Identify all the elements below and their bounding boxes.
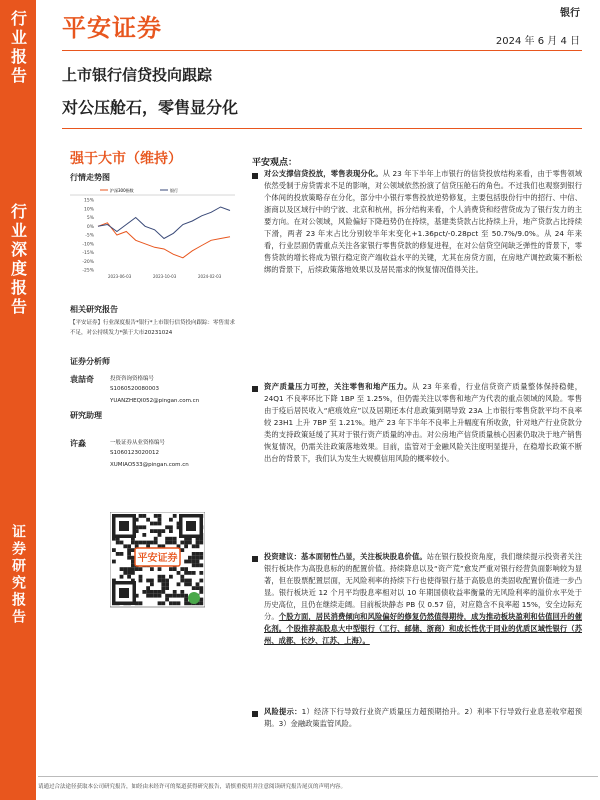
qr-module	[184, 601, 188, 605]
qr-module	[131, 548, 135, 552]
qr-module	[188, 582, 192, 586]
qr-finder	[186, 521, 196, 531]
qr-module	[180, 575, 184, 579]
qr-module	[188, 560, 192, 564]
qr-module	[199, 571, 203, 575]
qr-module	[146, 594, 150, 598]
y-tick-label: -25%	[82, 268, 94, 274]
qr-module	[142, 514, 146, 518]
paragraph-2	[264, 381, 582, 465]
sidebar-industry-report: 行业报告	[8, 10, 28, 86]
p1-body: 从 23 年下半年上市银行的信贷投放结构来看，由于零售领域依然受制于房贷需求不足的影响，对公领域依然扮演了信贷压舱石的角色。不过我们也观察到银行个体间的投放策略存在分化，部分中小银行零售投放逆势修复，主要包括股份行中的招行、中信、浙商以及区域行中的宁波、北京和杭州，拆分结构来看，个人消费贷和经营贷成为了银行发力的主要方向。在对公领域，风险偏好下降趋势仍在持续，基建类贷款占比持续上升，地产贷款占比持续下滑，两者 23 年末占比分别较半年末变化+1.36pct/-0.28pct 至 50.7%/9.0%。从 24 年来看，行业层面仍需重点关注各家银行零售贷款的修复进程，在对公信贷空间缺乏弹性的背景下，零售贷款的增长将成为银行稳定资产端收益水平的关键，尤其在房贷方面，在房地产调控政策不断松绑的背景下，后续政策落地效果以及居民需求的恢复情况值得关注。	[264, 169, 582, 274]
qr-module	[192, 571, 196, 575]
qr-finder	[119, 521, 129, 531]
qr-module	[139, 575, 143, 579]
report-title: 上市银行信贷投向跟踪	[62, 66, 213, 84]
qr-module	[127, 556, 131, 560]
qr-module	[123, 571, 127, 575]
qr-module	[184, 579, 188, 583]
qr-module	[165, 594, 169, 598]
qr-module	[146, 586, 150, 590]
assistant-email[interactable]: XUMIAO533@pingan.com.cn	[110, 462, 189, 468]
qr-module	[120, 567, 124, 571]
qr-module	[169, 594, 173, 598]
qr-module	[165, 541, 169, 545]
qr-module	[150, 582, 154, 586]
qr-module	[184, 598, 188, 602]
qr-module	[146, 590, 150, 594]
qr-module	[169, 518, 173, 522]
qr-module	[158, 518, 162, 522]
assistant-title: 研究助理	[70, 411, 102, 420]
qr-module	[161, 586, 165, 590]
footer-divider	[38, 776, 598, 777]
qr-module	[184, 541, 188, 545]
qr-module	[150, 590, 154, 594]
qr-module	[192, 552, 196, 556]
related-report-text: 【平安证券】行业深度报告*银行*上市银行信贷投向跟踪：零售需求不足，对公持续发力*强于大市20231024	[70, 320, 236, 336]
qr-module	[165, 579, 169, 583]
related-title: 相关研究报告	[70, 305, 118, 314]
bullet-2	[252, 386, 258, 392]
sidebar-deep-report: 行业深度报告	[8, 203, 28, 317]
footer-disclaimer: 请通过合法途径获取本公司研究报告，如经由未经许可的渠道获得研究报告，请慎重使用并注意阅读研究报告尾页的声明内容。	[38, 784, 347, 790]
series-line-index	[98, 223, 230, 258]
qr-module	[150, 529, 154, 533]
rating: 强于大市（维持）	[70, 151, 182, 167]
assistant-name: 许淼	[70, 439, 86, 448]
qr-module	[192, 544, 196, 548]
qr-module	[131, 567, 135, 571]
y-tick-label: 5%	[86, 216, 94, 221]
qr-module	[199, 601, 203, 605]
qr-module	[169, 601, 173, 605]
qr-module	[177, 571, 181, 575]
title-divider	[62, 128, 582, 129]
y-tick-label: 10%	[83, 207, 94, 213]
y-tick-label: 15%	[83, 198, 94, 204]
paragraph-3	[264, 551, 582, 647]
qr-module	[196, 544, 200, 548]
qr-module	[196, 552, 200, 556]
analysts-title: 证券分析师	[70, 357, 110, 366]
qr-module	[169, 537, 173, 541]
qr-module	[154, 590, 158, 594]
qr-module	[196, 586, 200, 590]
legend-index: 沪深300指数	[110, 188, 134, 193]
qr-module	[139, 514, 143, 518]
qr-module	[173, 590, 177, 594]
qr-module	[184, 594, 188, 598]
qr-module	[150, 567, 154, 571]
p3-lead: 投资建议：基本面韧性凸显，关注板块股息价值。	[264, 552, 427, 561]
qr-module	[139, 567, 143, 571]
company-logo: 平安证券	[62, 14, 162, 42]
qr-module	[131, 563, 135, 567]
report-subtitle: 对公压舱石，零售显分化	[62, 98, 239, 117]
qr-module	[127, 567, 131, 571]
qr-module	[199, 586, 203, 590]
qr-module	[131, 560, 135, 564]
header-divider	[62, 50, 582, 51]
qr-module	[184, 567, 188, 571]
qr-module	[180, 567, 184, 571]
qr-module	[192, 563, 196, 567]
qr-module	[169, 525, 173, 529]
series-line-bank	[98, 207, 230, 239]
qr-module	[199, 579, 203, 583]
qr-module	[131, 571, 135, 575]
qr-module	[139, 541, 143, 545]
qr-module	[180, 579, 184, 583]
qr-module	[158, 522, 162, 526]
qr-module	[196, 563, 200, 567]
p4-body: 1）经济下行导致行业资产质量压力超预期抬升。2）利率下行导致行业息差收窄超预期。3）金融政策监管风险。	[264, 707, 582, 728]
qr-module	[123, 544, 127, 548]
qr-module	[142, 533, 146, 537]
paragraph-1	[264, 168, 582, 276]
qr-module	[116, 552, 120, 556]
assistant-role: 一般证券从业资格编号	[110, 440, 166, 446]
report-date: 2024 年 6 月 4 日	[495, 36, 580, 47]
qr-module	[139, 579, 143, 583]
qr-module	[184, 571, 188, 575]
qr-module	[184, 582, 188, 586]
analyst-email[interactable]: YUANZHEQI052@pingan.com.cn	[110, 398, 200, 404]
qr-module	[161, 575, 165, 579]
qr-module	[196, 560, 200, 564]
qr-module	[154, 541, 158, 545]
qr-module	[139, 601, 143, 605]
trend-title: 行情走势图	[70, 173, 110, 182]
qr-module	[173, 594, 177, 598]
qr-module	[161, 590, 165, 594]
qr-module	[188, 571, 192, 575]
qr-module	[180, 541, 184, 545]
qr-module	[199, 563, 203, 567]
qr-module	[158, 533, 162, 537]
qr-code[interactable]	[110, 512, 205, 622]
qr-module	[161, 582, 165, 586]
qr-module	[158, 514, 162, 518]
x-tick-label: 2024-02-03	[198, 274, 222, 279]
qr-module	[112, 560, 116, 564]
qr-module	[173, 601, 177, 605]
p3-body: 站在银行股投资角度，我们继续提示投资者关注银行板块作为高股息标的的配置价值。持续降息以及“资产荒”愈发严重对银行经营负面影响较为显著，但在股票配置层面，无风险利率的持续下行也使得银行基于高股息的类固收配置价值进一步凸显。银行板块近 12 个月平均股息率相对以 10 年期国债收益率衡量的无风险利率的溢价水平处于历史高位，且仍在继续走阔。目前板块静态 PB 仅 0.57 倍，对应隐含不良率超 15%，安全边际充分。	[264, 552, 582, 621]
qr-module	[123, 567, 127, 571]
qr-module	[146, 541, 150, 545]
qr-finder	[119, 588, 129, 598]
qr-module	[199, 552, 203, 556]
qr-module	[127, 552, 131, 556]
qr-module	[158, 590, 162, 594]
analyst-id: S1060520080003	[110, 386, 159, 392]
qr-module	[150, 579, 154, 583]
qr-module	[146, 579, 150, 583]
qr-label: 平安证券	[137, 553, 178, 564]
qr-module	[196, 582, 200, 586]
y-tick-label: 0%	[86, 224, 94, 230]
viewpoint-heading: 平安观点：	[252, 158, 298, 168]
qr-module	[154, 529, 158, 533]
qr-module	[127, 571, 131, 575]
sidebar-research-report: 证券研究报告	[10, 524, 26, 626]
sidebar	[0, 0, 36, 800]
qr-module	[131, 541, 135, 545]
qr-module	[127, 575, 131, 579]
qr-module	[188, 556, 192, 560]
qr-module	[135, 567, 139, 571]
qr-module	[150, 594, 154, 598]
qr-module	[169, 541, 173, 545]
qr-module	[142, 525, 146, 529]
qr-module	[120, 541, 124, 545]
qr-module	[180, 594, 184, 598]
qr-module	[165, 525, 169, 529]
paragraph-4	[264, 706, 582, 730]
qr-module	[169, 567, 173, 571]
qr-module	[116, 541, 120, 545]
qr-module	[127, 548, 131, 552]
p2-lead: 资产质量压力可控，关注零售和地产压力。	[264, 382, 412, 391]
qr-module	[120, 552, 124, 556]
qr-module	[131, 556, 135, 560]
qr-module	[161, 579, 165, 583]
qr-module	[177, 582, 181, 586]
y-tick-label: -15%	[82, 251, 94, 256]
qr-module	[146, 518, 150, 522]
qr-module	[169, 575, 173, 579]
qr-module	[196, 541, 200, 545]
x-tick-label: 2023-10-03	[153, 274, 177, 279]
qr-module	[154, 537, 158, 541]
qr-module	[165, 537, 169, 541]
qr-module	[199, 541, 203, 545]
qr-module	[196, 556, 200, 560]
analyst-name: 袁喆奇	[70, 375, 94, 384]
wechat-icon	[188, 592, 200, 604]
qr-module	[184, 544, 188, 548]
qr-module	[188, 541, 192, 545]
qr-module	[139, 525, 143, 529]
qr-module	[158, 575, 162, 579]
qr-module	[180, 548, 184, 552]
qr-module	[154, 594, 158, 598]
qr-module	[150, 541, 154, 545]
qr-module	[180, 590, 184, 594]
p3-recommendation: 个股方面，居民消费倾向和风险偏好的修复仍然值得期待，成为推动板块盈利和估值回升的催化剂。个股推荐高股息大中型银行（工行、邮储、浙商）和成长性优于同业的优质区域性银行（苏州、成都、长沙、江苏、上海）。	[264, 612, 582, 645]
qr-module	[177, 594, 181, 598]
qr-module	[184, 560, 188, 564]
legend-bank: 银行	[170, 188, 178, 193]
assistant-id: S1060123020012	[110, 450, 159, 456]
qr-module	[112, 548, 116, 552]
sector-label: 银行	[560, 8, 580, 19]
p2-body: 从 23 年来看，行业信贷资产质量整体保持稳健，24Q1 不良率环比下降 1BP 至 1.25%，但仍需关注以零售和地产为代表的重点领域的风险。零售由于疫后居民收入“疤痕效应”以及居期还本付息政策到期导致 23A 上市银行零售贷款平均不良率较 23H1 上升 7BP 至 1.21%。地产 23 年下半年不良率上升幅度有所收敛，针对地产行业贷款分类的支持政策延缓了其对于银行资产质量的冲击。对公房地产信贷质量核心因素仍取决于地产销售恢复情况，仍需关注政策落地效果。目前，监管对于金融风险关注度明显提升，在稳增长政策不断出台的背景下，我们认为发生大规模信用风险的概率较小。	[264, 382, 582, 463]
qr-module	[165, 582, 169, 586]
analyst-role: 投资咨询资格编号	[110, 376, 155, 382]
qr-module	[158, 529, 162, 533]
p4-lead: 风险提示：	[264, 707, 302, 716]
qr-module	[173, 567, 177, 571]
qr-module	[192, 586, 196, 590]
qr-module	[173, 514, 177, 518]
qr-module	[135, 541, 139, 545]
qr-module	[188, 579, 192, 583]
qr-module	[158, 567, 162, 571]
qr-module	[142, 541, 146, 545]
qr-module	[165, 586, 169, 590]
qr-module	[192, 560, 196, 564]
qr-module	[158, 579, 162, 583]
p1-lead: 对公支撑信贷投放，零售表现分化。	[264, 169, 383, 178]
qr-module	[127, 544, 131, 548]
qr-module	[154, 522, 158, 526]
trend-chart	[70, 186, 235, 296]
qr-module	[120, 575, 124, 579]
qr-module	[154, 514, 158, 518]
qr-module	[158, 601, 162, 605]
qr-module	[165, 598, 169, 602]
y-tick-label: -20%	[82, 259, 94, 265]
qr-module	[173, 537, 177, 541]
qr-module	[161, 529, 165, 533]
qr-module	[142, 590, 146, 594]
x-tick-label: 2023-06-03	[108, 274, 132, 279]
y-tick-label: -10%	[82, 242, 94, 248]
qr-module	[173, 541, 177, 545]
qr-module	[150, 522, 154, 526]
qr-module	[177, 601, 181, 605]
y-tick-label: -5%	[85, 233, 94, 239]
qr-module	[161, 601, 165, 605]
qr-module	[192, 556, 196, 560]
bullet-1	[252, 173, 258, 179]
qr-module	[169, 529, 173, 533]
qr-module	[158, 594, 162, 598]
bullet-3	[252, 556, 258, 562]
qr-module	[199, 556, 203, 560]
qr-module	[199, 590, 203, 594]
bullet-4	[252, 711, 258, 717]
